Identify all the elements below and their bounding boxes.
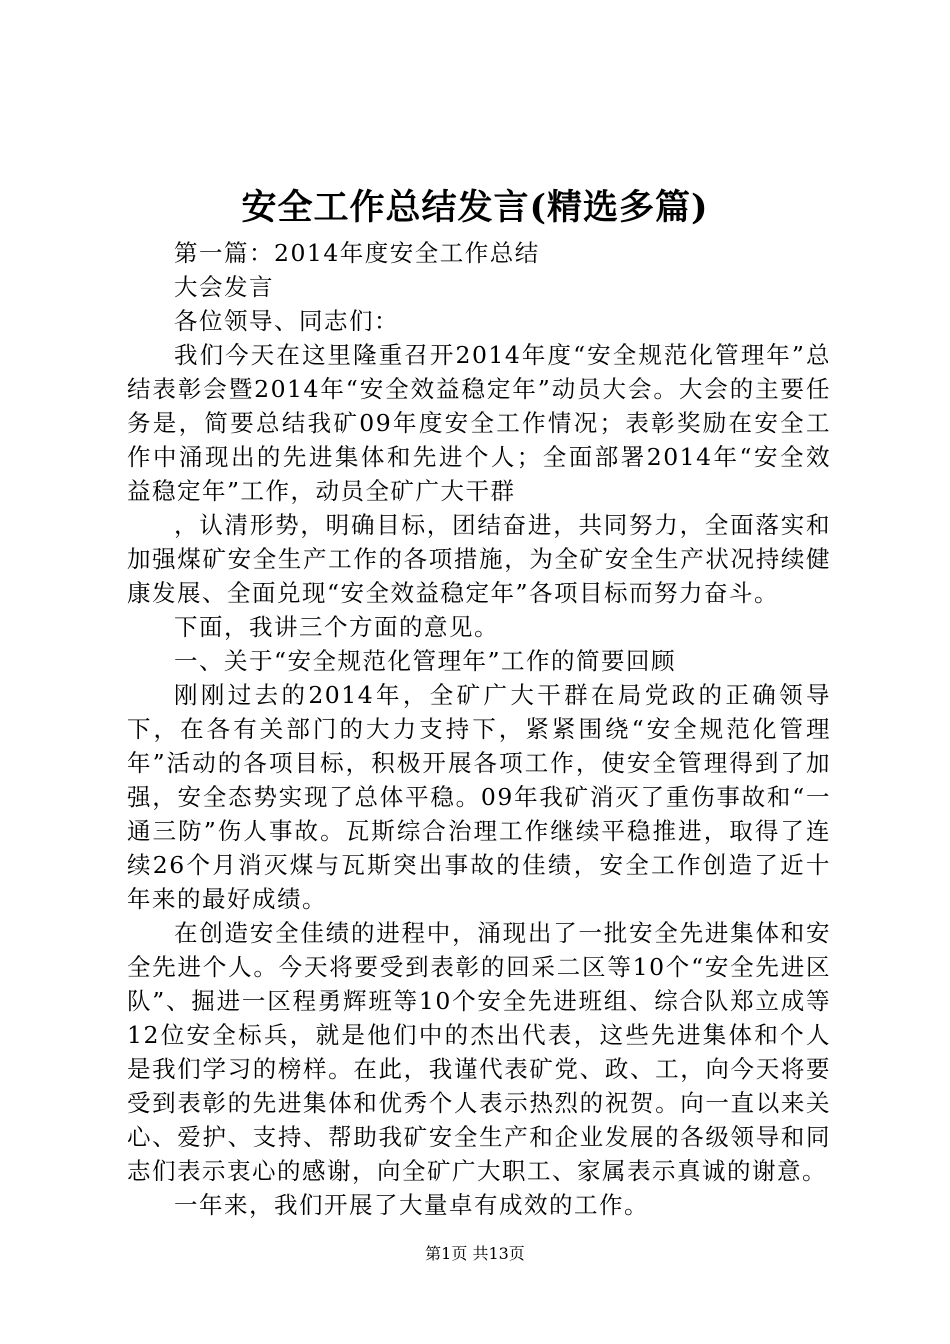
paragraph: 我们今天在这里隆重召开2014年度“安全规范化管理年”总结表彰会暨2014年“安全效益稳定年”动员大会。大会的主要任务是，简要总结我矿09年度安全工作情况；表彰奖励在安全工作中涌现出的先进集体和先进个人；全面部署2014年“安全效益稳定年”工作，动员全矿广大干群 bbox=[127, 341, 831, 505]
document-body bbox=[127, 236, 831, 1222]
paragraph: 下面，我讲三个方面的意见。 bbox=[174, 613, 499, 641]
document-title: 安全工作总结发言(精选多篇) bbox=[241, 187, 709, 228]
paragraph: 一、关于“安全规范化管理年”工作的简要回顾 bbox=[174, 647, 677, 675]
paragraph: ，认清形势，明确目标，团结奋进，共同努力，全面落实和加强煤矿安全生产工作的各项措施，为全矿安全生产状况持续健康发展、全面兑现“安全效益稳定年”各项目标而努力奋斗。 bbox=[127, 511, 831, 607]
paragraph: 大会发言 bbox=[174, 273, 274, 301]
paragraph: 刚刚过去的2014年，全矿广大干群在局党政的正确领导下，在各有关部门的大力支持下，紧紧围绕“安全规范化管理年”活动的各项目标，积极开展各项工作，使安全管理得到了加强，安全态势实现了总体平稳。09年我矿消灭了重伤事故和“一通三防”伤人事故。瓦斯综合治理工作继续平稳推进，取得了连续26个月消灭煤与瓦斯突出事故的佳绩，安全工作创造了近十年来的最好成绩。 bbox=[127, 681, 831, 913]
paragraph: 在创造安全佳绩的进程中，涌现出了一批安全先进集体和安全先进个人。今天将要受到表彰的回采二区等10个“安全先进区队”、掘进一区程勇辉班等10个安全先进班组、综合队郑立成等12位安全标兵，就是他们中的杰出代表，这些先进集体和个人是我们学习的榜样。在此，我谨代表矿党、政、工，向今天将要受到表彰的先进集体和优秀个人表示热烈的祝贺。向一直以来关心、爱护、支持、帮助我矿安全生产和企业发展的各级领导和同志们表示衷心的感谢，向全矿广大职工、家属表示真诚的谢意。 bbox=[127, 919, 831, 1185]
paragraph: 各位领导、同志们： bbox=[174, 307, 399, 335]
paragraph: 一年来，我们开展了大量卓有成效的工作。 bbox=[174, 1191, 649, 1219]
page-footer: 第1页 共13页 bbox=[425, 1244, 525, 1263]
paragraph: 第一篇：2014年度安全工作总结 bbox=[174, 239, 540, 267]
